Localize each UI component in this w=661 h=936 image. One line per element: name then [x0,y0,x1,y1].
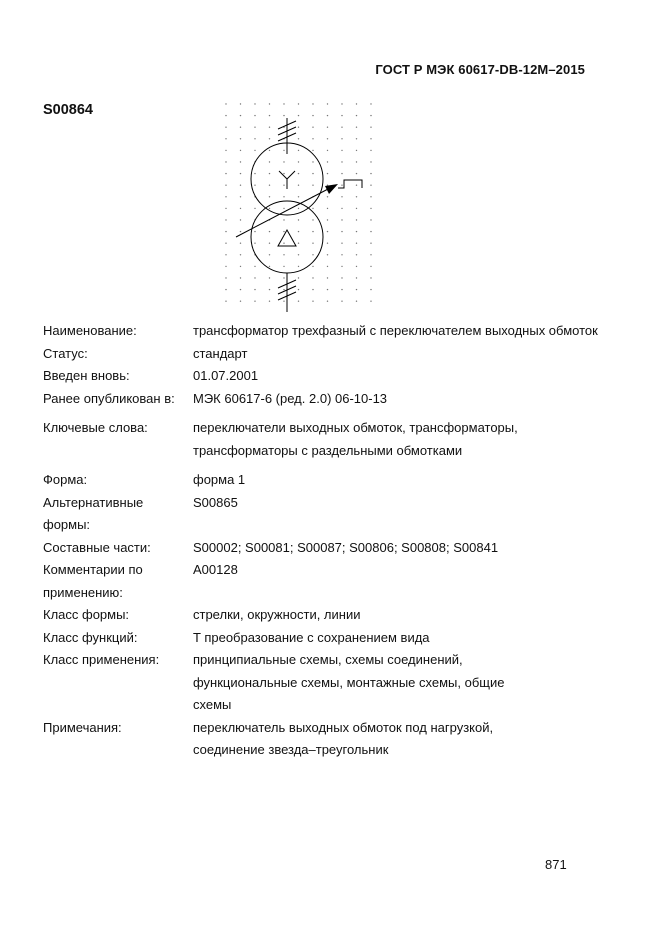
attribute-row-status [43,343,603,366]
attribute-value: стандарт [193,345,248,361]
attribute-row-alternative-forms [43,492,603,537]
attribute-value: стрелки, окружности, линии [193,607,361,622]
attribute-label: Альтернативные формы: [43,494,144,532]
attribute-row-notes [43,717,603,762]
attribute-row-form [43,469,603,492]
transformer-symbol-drawing [222,100,384,316]
secondary-winding-circle [251,201,323,273]
attribute-row-form-class [43,604,603,627]
symbol-code: S00864 [43,102,93,118]
attribute-label: Класс функций: [43,629,138,645]
document-header: ГОСТ Р МЭК 60617-DB-12M–2015 [375,62,585,77]
delta-triangle [278,230,296,246]
attribute-row-keywords [43,417,603,462]
attribute-value: переключатель выходных обмоток под нагрузкой, соединение звезда–треугольник [193,719,494,757]
attribute-label: Ранее опубликован в: [43,390,175,406]
attribute-row-function-class [43,627,603,650]
attribute-row-introduced [43,365,603,388]
attribute-label: Класс применения: [43,652,160,667]
star-arm-left [279,171,287,179]
attribute-label: Составные части: [43,539,151,555]
attribute-row-application-class [43,649,603,717]
attribute-row-comments [43,559,603,604]
attribute-label: Статус: [43,345,88,361]
attribute-label: Введен вновь: [43,368,130,383]
attribute-label: Комментарии по применению: [43,562,143,600]
attribute-label: Форма: [43,472,88,487]
attribute-value: S00002; S00081; S00087; S00806; S00808; S00841 [193,539,499,555]
attribute-value: S00865 [193,494,238,510]
attribute-value: A00128 [193,562,238,577]
attribute-row-name [43,320,603,343]
attribute-value: МЭК 60617-6 (ред. 2.0) 06-10-13 [193,390,388,406]
attribute-label: Класс формы: [43,607,130,622]
attribute-row-components [43,537,603,560]
attribute-row-published [43,388,603,411]
page-number: 871 [545,857,567,872]
attribute-value: переключатели выходных обмоток, трансформаторы, трансформаторы с раздельными обмотками [193,420,518,458]
attribute-label: Примечания: [43,719,122,735]
attribute-value: T преобразование с сохранением вида [193,629,430,645]
attribute-value: форма 1 [193,472,246,487]
tap-changer-step [338,180,362,188]
attribute-list [43,320,603,762]
tap-changer-arrow-line [236,188,330,237]
attribute-value: 01.07.2001 [193,368,259,383]
attribute-label: Ключевые слова: [43,420,148,435]
attribute-value: принципиальные схемы, схемы соединений, функциональные схемы, монтажные схемы, общие схемы [193,652,505,712]
attribute-label: Наименование: [43,323,137,338]
star-arm-right [287,171,295,179]
attribute-value: трансформатор трехфазный с переключателем выходных обмоток [193,323,598,338]
